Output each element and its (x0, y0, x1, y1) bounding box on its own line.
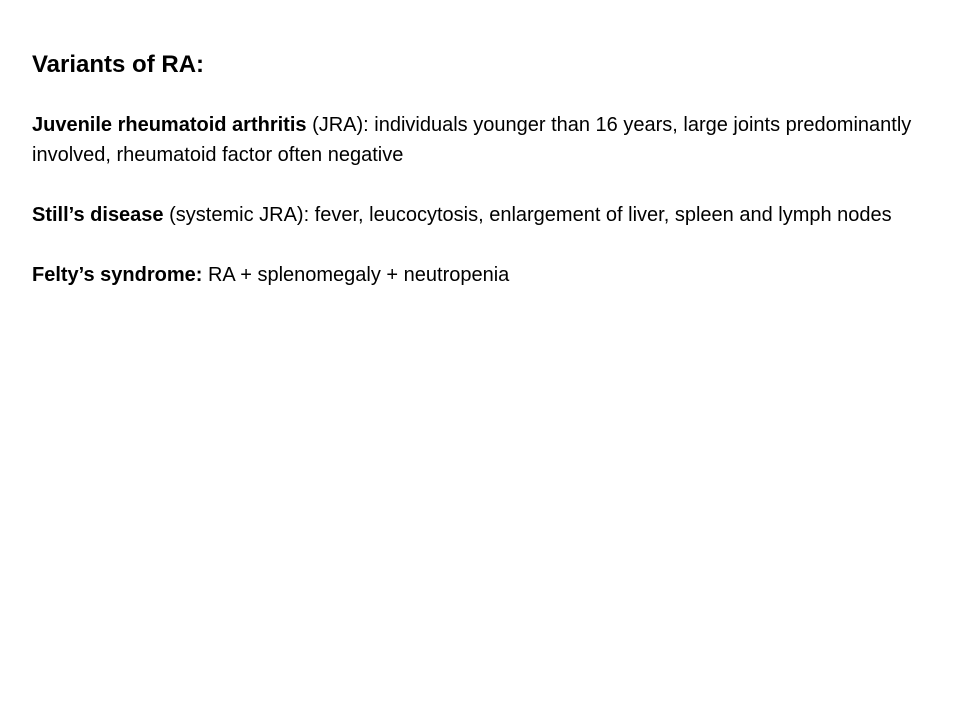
variant-description-feltys-syndrome: RA + splenomegaly + neutropenia (202, 264, 510, 286)
variant-paragraph-feltys-syndrome (32, 260, 932, 290)
variant-description-stills-disease: (systemic JRA): fever, leucocytosis, enlargement of liver, spleen and lymph nodes (163, 204, 892, 226)
variant-term-jra: Juvenile rheumatoid arthritis (32, 114, 307, 136)
variant-paragraph-jra (32, 110, 932, 170)
variant-paragraph-stills-disease (32, 200, 932, 230)
slide-content (32, 50, 932, 320)
variant-term-feltys-syndrome: Felty’s syndrome: (32, 264, 203, 286)
variant-description-jra: (JRA): individuals younger than 16 years, large joints predominantly involved, rheumatoid factor often negative (32, 114, 912, 166)
slide-title: Variants of RA: (32, 51, 205, 78)
variant-term-stills-disease: Still’s disease (32, 204, 164, 226)
